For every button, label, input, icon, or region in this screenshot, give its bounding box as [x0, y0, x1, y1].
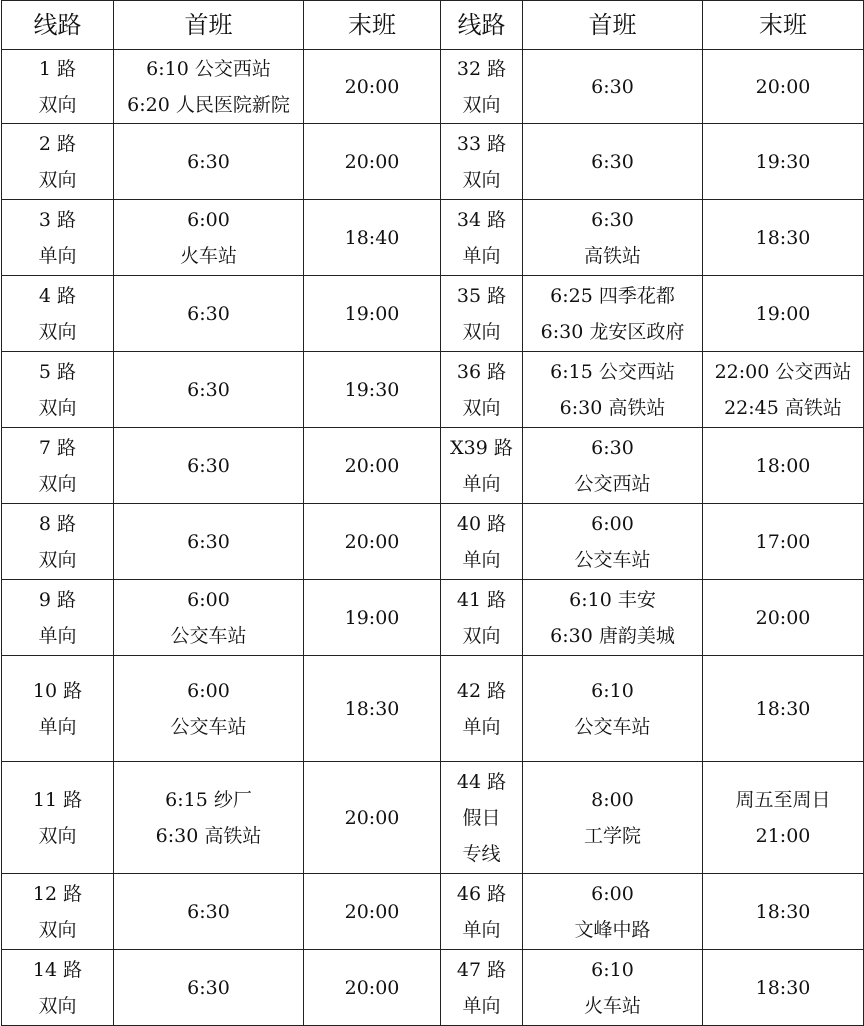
route-text: 双向 — [38, 396, 77, 419]
last-text: 18:40 — [344, 226, 400, 249]
last-text: 22:00 公交西站 — [714, 360, 852, 383]
route-cell-right — [441, 874, 523, 950]
route-text: 单向 — [462, 715, 501, 738]
route-cell-left — [2, 352, 114, 428]
last-cell-right — [703, 124, 864, 200]
route-text: 单向 — [38, 244, 77, 267]
first-text: 6:10 — [591, 679, 634, 702]
route-text: 33 路 — [456, 132, 507, 155]
first-cell-left — [114, 428, 304, 504]
first-cell-left — [114, 124, 304, 200]
route-cell-right — [441, 762, 523, 874]
table-row — [2, 580, 864, 656]
last-text: 18:30 — [755, 226, 811, 249]
route-text: 40 路 — [456, 512, 507, 535]
first-cell-right — [523, 276, 703, 352]
first-cell-right — [523, 874, 703, 950]
last-cell-right — [703, 504, 864, 580]
route-cell-right — [441, 200, 523, 276]
route-cell-left — [2, 874, 114, 950]
route-cell-right — [441, 276, 523, 352]
last-cell-left — [304, 874, 441, 950]
last-cell-left — [304, 124, 441, 200]
last-cell-right — [703, 276, 864, 352]
header-route-right: 线路 — [441, 1, 523, 50]
last-cell-left — [304, 276, 441, 352]
route-text: 47 路 — [456, 958, 507, 981]
first-text: 6:00 — [187, 208, 230, 231]
table-row — [2, 352, 864, 428]
first-text: 6:25 四季花都 — [550, 284, 675, 307]
route-text: 假日 — [462, 806, 501, 829]
route-text: 32 路 — [456, 57, 507, 80]
last-text: 20:00 — [344, 75, 400, 98]
route-text: 单向 — [462, 244, 501, 267]
first-text: 6:30 唐韵美城 — [550, 624, 675, 647]
table-row — [2, 656, 864, 762]
route-text: 34 路 — [456, 208, 507, 231]
header-last-right: 末班 — [703, 1, 864, 50]
first-text: 高铁站 — [583, 244, 641, 267]
first-cell-left — [114, 762, 304, 874]
header-route-left: 线路 — [2, 1, 114, 50]
first-text: 6:30 — [591, 208, 634, 231]
route-text: 3 路 — [38, 208, 77, 231]
last-cell-right — [703, 762, 864, 874]
first-cell-left — [114, 950, 304, 1026]
schedule-body — [2, 50, 864, 1026]
route-text: 双向 — [38, 918, 77, 941]
table-row — [2, 762, 864, 874]
first-cell-right — [523, 124, 703, 200]
first-cell-left — [114, 352, 304, 428]
first-text: 6:30 — [187, 900, 230, 923]
last-text: 20:00 — [344, 976, 400, 999]
first-text: 公交西站 — [574, 472, 651, 495]
route-text: 单向 — [38, 715, 77, 738]
route-cell-left — [2, 428, 114, 504]
first-text: 6:30 — [591, 75, 634, 98]
route-text: 14 路 — [32, 958, 83, 981]
last-text: 19:30 — [344, 378, 400, 401]
route-text: 单向 — [462, 918, 501, 941]
first-text: 6:30 高铁站 — [155, 824, 262, 847]
route-text: 35 路 — [456, 284, 507, 307]
first-text: 6:20 人民医院新院 — [127, 93, 290, 116]
route-cell-left — [2, 200, 114, 276]
last-text: 21:00 — [755, 824, 811, 847]
last-cell-left — [304, 656, 441, 762]
route-text: 5 路 — [38, 360, 77, 383]
first-text: 公交车站 — [574, 548, 651, 571]
route-cell-right — [441, 124, 523, 200]
route-text: 10 路 — [32, 679, 83, 702]
route-text: 1 路 — [38, 57, 77, 80]
last-cell-right — [703, 428, 864, 504]
last-text: 20:00 — [344, 530, 400, 553]
route-text: 8 路 — [38, 512, 77, 535]
last-cell-right — [703, 656, 864, 762]
last-text: 17:00 — [755, 530, 811, 553]
bus-schedule-table — [1, 0, 864, 1026]
route-text: 41 路 — [456, 588, 507, 611]
last-cell-left — [304, 50, 441, 124]
first-text: 8:00 — [591, 788, 634, 811]
header-first-left: 首班 — [114, 1, 304, 50]
route-text: 4 路 — [38, 284, 77, 307]
route-text: 46 路 — [456, 882, 507, 905]
first-cell-right — [523, 580, 703, 656]
table-row — [2, 50, 864, 124]
first-text: 6:10 公交西站 — [146, 57, 271, 80]
first-text: 6:30 高铁站 — [559, 396, 666, 419]
first-cell-right — [523, 504, 703, 580]
route-cell-right — [441, 50, 523, 124]
route-cell-right — [441, 504, 523, 580]
route-text: 单向 — [462, 548, 501, 571]
first-text: 6:00 — [591, 882, 634, 905]
last-cell-right — [703, 580, 864, 656]
first-text: 6:30 龙安区政府 — [540, 320, 685, 343]
route-text: 单向 — [462, 994, 501, 1017]
last-text: 18:30 — [344, 697, 400, 720]
first-text: 6:30 — [187, 454, 230, 477]
first-text: 6:30 — [591, 436, 634, 459]
first-text: 6:30 — [187, 378, 230, 401]
route-text: 双向 — [38, 320, 77, 343]
route-text: 11 路 — [32, 788, 83, 811]
header-row — [2, 1, 864, 50]
first-text: 公交车站 — [170, 624, 247, 647]
route-text: 双向 — [462, 168, 501, 191]
first-text: 6:00 — [187, 588, 230, 611]
table-row — [2, 276, 864, 352]
last-cell-left — [304, 352, 441, 428]
route-cell-right — [441, 656, 523, 762]
first-cell-left — [114, 276, 304, 352]
route-text: 单向 — [462, 472, 501, 495]
header-last-left: 末班 — [304, 1, 441, 50]
first-text: 6:30 — [187, 976, 230, 999]
table-row — [2, 200, 864, 276]
last-cell-right — [703, 200, 864, 276]
route-text: 9 路 — [38, 588, 77, 611]
route-text: 双向 — [462, 320, 501, 343]
last-text: 周五至周日 — [735, 788, 831, 811]
last-text: 18:30 — [755, 900, 811, 923]
route-text: 双向 — [38, 168, 77, 191]
last-text: 18:30 — [755, 697, 811, 720]
route-text: 双向 — [38, 472, 77, 495]
first-text: 6:00 — [187, 679, 230, 702]
last-text: 19:00 — [344, 302, 400, 325]
first-text: 6:10 丰安 — [569, 588, 656, 611]
route-text: 双向 — [38, 548, 77, 571]
route-cell-left — [2, 950, 114, 1026]
last-text: 19:00 — [755, 302, 811, 325]
route-text: 双向 — [38, 824, 77, 847]
first-text: 火车站 — [179, 244, 237, 267]
table-row — [2, 428, 864, 504]
route-cell-left — [2, 762, 114, 874]
last-cell-left — [304, 762, 441, 874]
first-text: 工学院 — [583, 824, 641, 847]
first-cell-left — [114, 656, 304, 762]
first-text: 6:00 — [591, 512, 634, 535]
route-text: 44 路 — [456, 770, 507, 793]
last-cell-left — [304, 200, 441, 276]
header-first-right: 首班 — [523, 1, 703, 50]
first-text: 6:10 — [591, 958, 634, 981]
last-cell-left — [304, 950, 441, 1026]
first-text: 文峰中路 — [574, 918, 651, 941]
last-cell-right — [703, 874, 864, 950]
first-cell-left — [114, 504, 304, 580]
first-text: 6:30 — [187, 530, 230, 553]
route-text: 双向 — [462, 396, 501, 419]
route-text: 双向 — [462, 93, 501, 116]
route-cell-left — [2, 124, 114, 200]
first-text: 6:15 纱厂 — [165, 788, 252, 811]
route-text: 42 路 — [456, 679, 507, 702]
first-text: 6:30 — [591, 150, 634, 173]
route-text: 双向 — [462, 624, 501, 647]
route-cell-right — [441, 580, 523, 656]
route-cell-right — [441, 428, 523, 504]
last-text: 19:00 — [344, 606, 400, 629]
route-text: X39 路 — [450, 436, 513, 459]
first-text: 公交车站 — [574, 715, 651, 738]
route-cell-left — [2, 656, 114, 762]
last-text: 20:00 — [344, 454, 400, 477]
last-text: 19:30 — [755, 150, 811, 173]
last-text: 20:00 — [755, 75, 811, 98]
route-text: 12 路 — [32, 882, 83, 905]
first-text: 公交车站 — [170, 715, 247, 738]
route-text: 36 路 — [456, 360, 507, 383]
first-cell-right — [523, 50, 703, 124]
route-cell-right — [441, 950, 523, 1026]
first-cell-right — [523, 428, 703, 504]
table-row — [2, 874, 864, 950]
route-text: 双向 — [38, 93, 77, 116]
last-cell-right — [703, 352, 864, 428]
first-cell-right — [523, 200, 703, 276]
first-text: 火车站 — [583, 994, 641, 1017]
route-text: 2 路 — [38, 132, 77, 155]
first-text: 6:30 — [187, 302, 230, 325]
last-text: 20:00 — [344, 150, 400, 173]
first-cell-right — [523, 656, 703, 762]
last-text: 20:00 — [344, 900, 400, 923]
route-cell-left — [2, 504, 114, 580]
route-text: 专线 — [462, 842, 501, 865]
table-row — [2, 124, 864, 200]
first-cell-left — [114, 874, 304, 950]
route-cell-left — [2, 276, 114, 352]
last-text: 20:00 — [344, 806, 400, 829]
table-row — [2, 950, 864, 1026]
route-text: 单向 — [38, 624, 77, 647]
last-cell-left — [304, 428, 441, 504]
route-cell-right — [441, 352, 523, 428]
first-cell-left — [114, 200, 304, 276]
route-cell-left — [2, 580, 114, 656]
first-text: 6:30 — [187, 150, 230, 173]
last-cell-left — [304, 504, 441, 580]
first-cell-right — [523, 762, 703, 874]
last-text: 20:00 — [755, 606, 811, 629]
first-cell-right — [523, 950, 703, 1026]
route-cell-left — [2, 50, 114, 124]
last-cell-left — [304, 580, 441, 656]
first-text: 6:15 公交西站 — [550, 360, 675, 383]
last-cell-right — [703, 950, 864, 1026]
first-cell-left — [114, 580, 304, 656]
first-cell-left — [114, 50, 304, 124]
last-text: 22:45 高铁站 — [724, 396, 842, 419]
last-cell-right — [703, 50, 864, 124]
last-text: 18:00 — [755, 454, 811, 477]
table-row — [2, 504, 864, 580]
route-text: 双向 — [38, 994, 77, 1017]
last-text: 18:30 — [755, 976, 811, 999]
route-text: 7 路 — [38, 436, 77, 459]
first-cell-right — [523, 352, 703, 428]
